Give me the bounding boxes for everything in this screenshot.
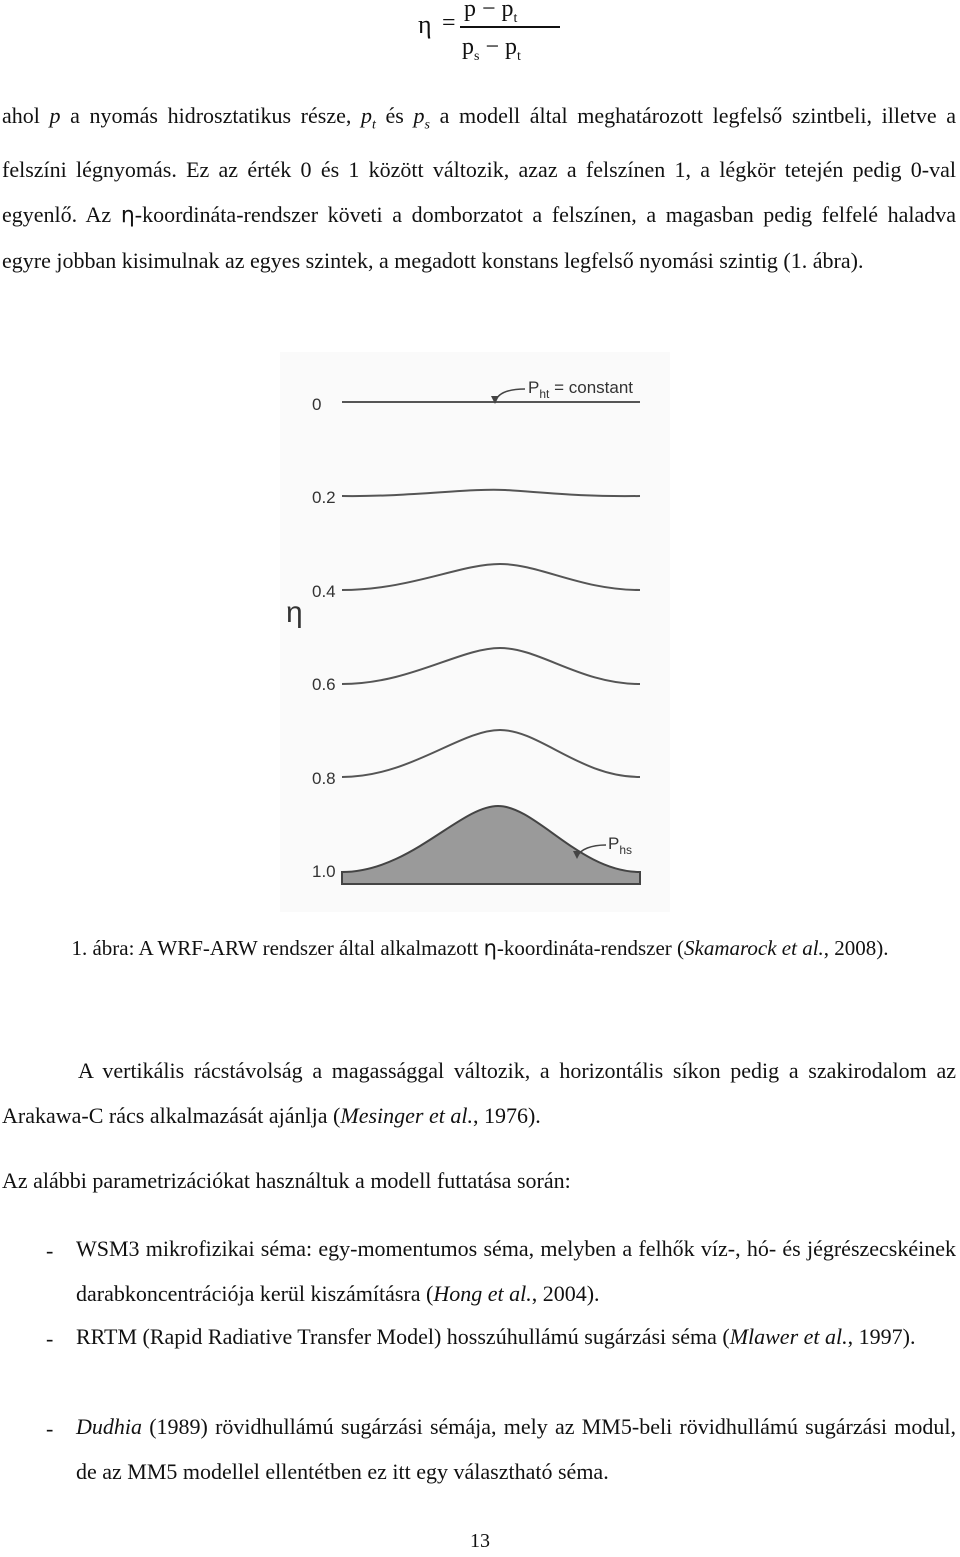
den-a-sub: s — [474, 48, 480, 64]
p1-var-ps — [413, 103, 430, 133]
eta-formula — [418, 0, 548, 62]
den-b-sub: t — [517, 48, 521, 64]
paragraph-3: Az alábbi parametrizációkat használtuk a modell futtatása során: — [2, 1168, 571, 1193]
figure-eta-symbol: η — [286, 596, 303, 629]
li2-text-2: , 1997). — [847, 1324, 916, 1349]
den-minus: − p — [479, 34, 517, 60]
list-dash-3: - — [46, 1416, 54, 1441]
level-label-0-4: 0.4 — [312, 582, 336, 601]
fraction-bar — [460, 26, 560, 28]
level-label-0: 0 — [312, 395, 322, 414]
li3-text-2: (1989) rövidhullámú sugárzási sémája, mely az MM5-beli rövidhullámú sugárzási modul, de az MM5 modellel ellentétben ez itt egy választható séma. — [76, 1414, 956, 1484]
list-dash-1: - — [46, 1238, 54, 1263]
formula-numerator — [464, 0, 517, 27]
caption-text-3: , 2008). — [823, 936, 889, 960]
level-label-1-0: 1.0 — [312, 862, 336, 881]
level-label-0-6: 0.6 — [312, 675, 336, 694]
p1-text-1: ahol — [2, 103, 50, 128]
phs-sub: hs — [619, 843, 633, 857]
pt-sub: t — [372, 117, 376, 133]
li1-reference: Hong et al. — [433, 1281, 532, 1306]
li1-text-2: , 2004). — [531, 1281, 600, 1306]
pht-p: P — [528, 378, 540, 397]
level-label-0-2: 0.2 — [312, 488, 336, 507]
formula-denominator — [462, 34, 521, 65]
paragraph-1 — [2, 93, 956, 283]
p2-reference: Mesinger et al. — [340, 1103, 473, 1128]
formula-equals: = — [442, 10, 456, 36]
phs-p: P — [608, 834, 620, 853]
list-dash-2: - — [46, 1326, 54, 1351]
eta-coordinate-figure — [280, 352, 670, 912]
den-a: p — [462, 34, 474, 60]
p2-text-1: A vertikális rácstávolság a magassággal változik, a horizontális síkon pedig a szakirodalom az Arakawa-C rács alkalmazását ajánlja ( — [2, 1058, 956, 1128]
p1-text-3: és — [375, 103, 414, 128]
paragraph-2 — [2, 1048, 956, 1138]
li1-text-1: WSM3 mikrofizikai séma: egy-momentumos séma, melyben a felhők víz-, hó- és jégrészecskéinek darabkoncentrációja kerül kiszámításra ( — [76, 1236, 956, 1306]
p1-text-5: -koordináta-rendszer követi a domborzatot a felszínen, a magasban pedig felfelé haladva egyre jobban kisimulnak az egyes szintek, a megadott konstans legfelső nyomási szintig (1. ábra). — [2, 202, 956, 274]
caption-reference: Skamarock et al. — [684, 936, 824, 960]
p1-var-pt — [361, 103, 376, 133]
caption-text-2: -koordináta-rendszer ( — [496, 936, 685, 960]
pht-rest: = constant — [549, 378, 633, 397]
caption-text-1: 1. ábra: A WRF-ARW rendszer által alkalmazott — [71, 936, 484, 960]
p1-eta: η — [120, 203, 135, 229]
numerator-text: p − p — [464, 0, 514, 22]
figure-caption — [0, 936, 960, 961]
page-number: 13 — [470, 1530, 490, 1552]
list-item-2 — [76, 1314, 956, 1359]
level-label-0-8: 0.8 — [312, 769, 336, 788]
formula-eta-symbol: η — [418, 10, 432, 39]
li2-reference: Mlawer et al. — [729, 1324, 848, 1349]
p2-text-2: , 1976). — [472, 1103, 541, 1128]
caption-eta: η — [483, 936, 497, 960]
pht-sub: ht — [539, 387, 550, 401]
ps-p: p — [413, 103, 425, 128]
numerator-sub: t — [513, 10, 518, 26]
li3-reference: Dudhia — [76, 1414, 142, 1439]
li2-text-1: RRTM (Rapid Radiative Transfer Model) hosszúhullámú sugárzási séma ( — [76, 1324, 730, 1349]
p1-text-2: a nyomás hidrosztatikus része, — [60, 103, 361, 128]
ps-sub: s — [424, 117, 430, 133]
p1-text-4: a modell által meghatározott legfelső szintbeli, illetve a felszíni légnyomás. Ez az érték 0 és 1 között változik, azaz a felszínen 1, a légkör tetején pedig 0-val egyenlő. Az — [2, 103, 956, 228]
pt-p: p — [361, 103, 372, 128]
list-item-3 — [76, 1404, 956, 1494]
list-item-1 — [76, 1226, 956, 1316]
p1-var-p: p — [49, 103, 61, 128]
